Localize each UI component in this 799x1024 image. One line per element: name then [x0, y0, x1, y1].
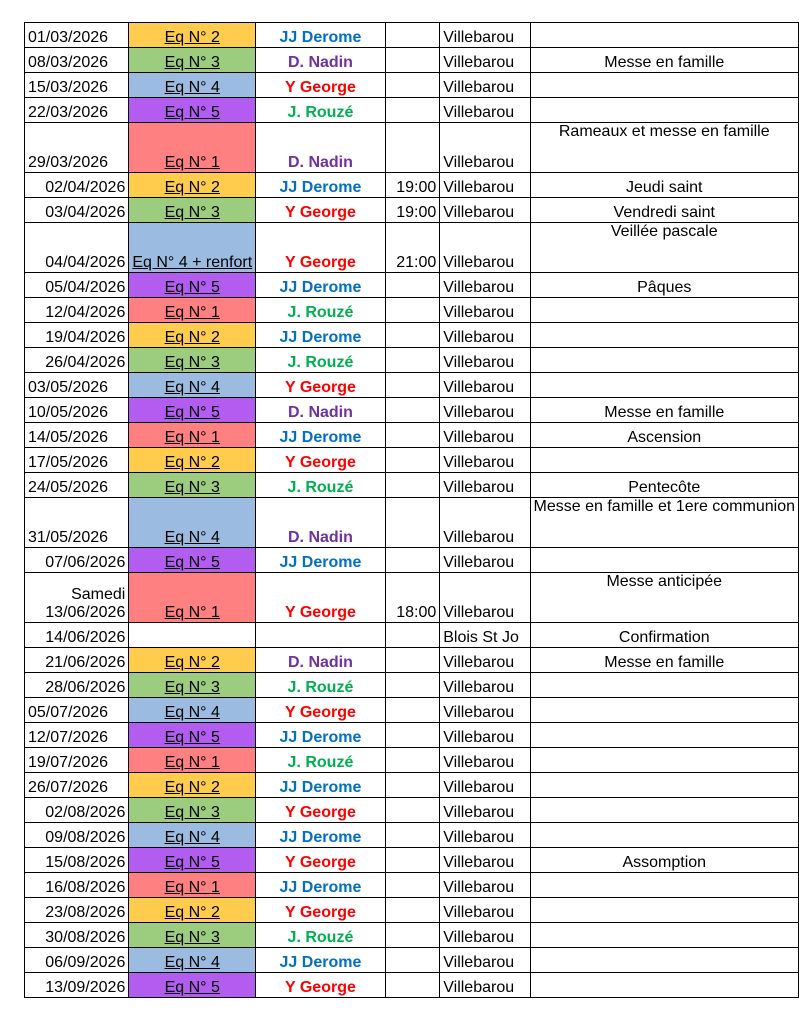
note-cell	[530, 448, 798, 473]
place-cell: Villebarou	[440, 73, 530, 98]
team-cell	[129, 223, 256, 273]
place-cell: Villebarou	[440, 948, 530, 973]
table-row	[25, 798, 799, 823]
date-cell: 19/07/2026	[25, 748, 129, 773]
person-cell: JJ Derome	[256, 823, 386, 848]
note-cell	[530, 548, 798, 573]
note-cell	[530, 98, 798, 123]
table-row	[25, 748, 799, 773]
time-cell	[385, 98, 440, 123]
date-cell: Samedi 13/06/2026	[25, 573, 129, 623]
schedule-body	[25, 23, 799, 998]
team-label: Eq N° 5	[164, 729, 220, 746]
place-cell: Villebarou	[440, 648, 530, 673]
table-row	[25, 923, 799, 948]
team-label: Eq N° 2	[164, 329, 220, 346]
person-cell: Y George	[256, 898, 386, 923]
table-row	[25, 323, 799, 348]
team-cell	[129, 198, 256, 223]
team-cell	[129, 73, 256, 98]
team-cell	[129, 698, 256, 723]
note-cell: Vendredi saint	[530, 198, 798, 223]
date-cell: 02/04/2026	[25, 173, 129, 198]
person-cell: JJ Derome	[256, 548, 386, 573]
date-cell: 15/03/2026	[25, 73, 129, 98]
team-cell	[129, 323, 256, 348]
time-cell: 19:00	[385, 198, 440, 223]
table-row	[25, 48, 799, 73]
table-row	[25, 348, 799, 373]
note-cell	[530, 673, 798, 698]
team-label: Eq N° 5	[164, 854, 220, 871]
date-cell: 10/05/2026	[25, 398, 129, 423]
place-cell: Villebarou	[440, 98, 530, 123]
team-label: Eq N° 1	[164, 154, 220, 171]
time-cell	[385, 123, 440, 173]
person-cell: D. Nadin	[256, 648, 386, 673]
note-cell: Rameaux et messe en famille	[530, 123, 798, 173]
time-cell	[385, 773, 440, 798]
time-cell	[385, 423, 440, 448]
note-cell: Messe en famille	[530, 398, 798, 423]
team-cell	[129, 973, 256, 998]
team-label: Eq N° 4	[164, 529, 220, 546]
team-label: Eq N° 4 + renfort	[132, 254, 253, 271]
team-cell	[129, 723, 256, 748]
note-cell	[530, 773, 798, 798]
team-label: Eq N° 1	[164, 754, 220, 771]
date-cell: 05/07/2026	[25, 698, 129, 723]
place-cell: Villebarou	[440, 573, 530, 623]
table-row	[25, 448, 799, 473]
table-row	[25, 848, 799, 873]
team-label: Eq N° 3	[164, 354, 220, 371]
person-cell: JJ Derome	[256, 948, 386, 973]
note-cell	[530, 748, 798, 773]
team-label: Eq N° 4	[164, 379, 220, 396]
table-row	[25, 423, 799, 448]
table-row	[25, 698, 799, 723]
place-cell: Villebarou	[440, 973, 530, 998]
place-cell: Villebarou	[440, 798, 530, 823]
person-cell	[256, 623, 386, 648]
place-cell: Villebarou	[440, 698, 530, 723]
date-cell: 31/05/2026	[25, 498, 129, 548]
date-cell: 16/08/2026	[25, 873, 129, 898]
note-cell: Jeudi saint	[530, 173, 798, 198]
team-cell	[129, 898, 256, 923]
table-row	[25, 673, 799, 698]
time-cell	[385, 398, 440, 423]
team-cell	[129, 173, 256, 198]
table-row	[25, 273, 799, 298]
table-row	[25, 623, 799, 648]
note-cell	[530, 923, 798, 948]
team-cell	[129, 573, 256, 623]
table-row	[25, 648, 799, 673]
place-cell: Blois St Jo	[440, 623, 530, 648]
person-cell: JJ Derome	[256, 423, 386, 448]
person-cell: Y George	[256, 448, 386, 473]
team-cell	[129, 98, 256, 123]
date-cell: 21/06/2026	[25, 648, 129, 673]
date-cell: 17/05/2026	[25, 448, 129, 473]
team-label: Eq N° 3	[164, 929, 220, 946]
team-label: Eq N° 3	[164, 54, 220, 71]
time-cell	[385, 348, 440, 373]
time-cell	[385, 473, 440, 498]
team-label: Eq N° 3	[164, 204, 220, 221]
team-cell	[129, 648, 256, 673]
team-cell	[129, 548, 256, 573]
team-cell	[129, 823, 256, 848]
note-cell: Messe en famille	[530, 648, 798, 673]
team-cell	[129, 23, 256, 48]
date-cell: 01/03/2026	[25, 23, 129, 48]
table-row	[25, 898, 799, 923]
date-cell: 15/08/2026	[25, 848, 129, 873]
date-cell: 13/09/2026	[25, 973, 129, 998]
note-cell: Assomption	[530, 848, 798, 873]
time-cell	[385, 848, 440, 873]
place-cell: Villebarou	[440, 423, 530, 448]
team-cell	[129, 298, 256, 323]
place-cell: Villebarou	[440, 748, 530, 773]
person-cell: JJ Derome	[256, 273, 386, 298]
team-label: Eq N° 2	[164, 779, 220, 796]
place-cell: Villebarou	[440, 323, 530, 348]
place-cell: Villebarou	[440, 198, 530, 223]
team-cell	[129, 673, 256, 698]
place-cell: Villebarou	[440, 723, 530, 748]
time-cell	[385, 298, 440, 323]
date-cell: 06/09/2026	[25, 948, 129, 973]
time-cell	[385, 723, 440, 748]
person-cell: JJ Derome	[256, 23, 386, 48]
table-row	[25, 398, 799, 423]
place-cell: Villebarou	[440, 173, 530, 198]
time-cell	[385, 673, 440, 698]
person-cell: Y George	[256, 73, 386, 98]
place-cell: Villebarou	[440, 348, 530, 373]
team-label: Eq N° 3	[164, 679, 220, 696]
place-cell: Villebarou	[440, 48, 530, 73]
table-row	[25, 498, 799, 548]
team-cell	[129, 448, 256, 473]
person-cell: Y George	[256, 973, 386, 998]
person-cell: D. Nadin	[256, 498, 386, 548]
note-cell	[530, 873, 798, 898]
note-cell	[530, 823, 798, 848]
place-cell: Villebarou	[440, 223, 530, 273]
team-label: Eq N° 5	[164, 279, 220, 296]
note-cell: Messe anticipée	[530, 573, 798, 623]
team-cell	[129, 273, 256, 298]
place-cell: Villebarou	[440, 298, 530, 323]
time-cell: 19:00	[385, 173, 440, 198]
table-row	[25, 223, 799, 273]
table-row	[25, 723, 799, 748]
time-cell	[385, 373, 440, 398]
time-cell: 18:00	[385, 573, 440, 623]
person-cell: JJ Derome	[256, 773, 386, 798]
note-cell	[530, 698, 798, 723]
date-cell: 22/03/2026	[25, 98, 129, 123]
person-cell: JJ Derome	[256, 723, 386, 748]
date-cell: 12/04/2026	[25, 298, 129, 323]
note-cell	[530, 373, 798, 398]
place-cell: Villebarou	[440, 23, 530, 48]
person-cell: D. Nadin	[256, 123, 386, 173]
date-cell: 03/04/2026	[25, 198, 129, 223]
time-cell	[385, 48, 440, 73]
table-row	[25, 298, 799, 323]
person-cell: J. Rouzé	[256, 748, 386, 773]
time-cell	[385, 273, 440, 298]
team-cell	[129, 348, 256, 373]
date-cell: 24/05/2026	[25, 473, 129, 498]
place-cell: Villebarou	[440, 898, 530, 923]
table-row	[25, 823, 799, 848]
person-cell: Y George	[256, 848, 386, 873]
time-cell	[385, 698, 440, 723]
team-label: Eq N° 4	[164, 829, 220, 846]
team-cell	[129, 398, 256, 423]
person-cell: Y George	[256, 798, 386, 823]
time-cell	[385, 873, 440, 898]
note-cell	[530, 898, 798, 923]
time-cell	[385, 498, 440, 548]
table-row	[25, 123, 799, 173]
team-label: Eq N° 5	[164, 554, 220, 571]
place-cell: Villebarou	[440, 923, 530, 948]
place-cell: Villebarou	[440, 273, 530, 298]
place-cell: Villebarou	[440, 673, 530, 698]
time-cell	[385, 623, 440, 648]
date-cell: 05/04/2026	[25, 273, 129, 298]
note-cell: Veillée pascale	[530, 223, 798, 273]
date-cell: 07/06/2026	[25, 548, 129, 573]
date-cell: 28/06/2026	[25, 673, 129, 698]
date-cell: 14/06/2026	[25, 623, 129, 648]
note-cell	[530, 23, 798, 48]
date-cell: 19/04/2026	[25, 323, 129, 348]
person-cell: Y George	[256, 198, 386, 223]
team-cell	[129, 623, 256, 648]
date-cell: 30/08/2026	[25, 923, 129, 948]
team-label: Eq N° 5	[164, 104, 220, 121]
team-label: Eq N° 4	[164, 954, 220, 971]
note-cell	[530, 348, 798, 373]
note-cell: Ascension	[530, 423, 798, 448]
team-cell	[129, 873, 256, 898]
date-cell: 26/04/2026	[25, 348, 129, 373]
date-cell: 29/03/2026	[25, 123, 129, 173]
date-cell: 03/05/2026	[25, 373, 129, 398]
team-cell	[129, 423, 256, 448]
team-cell	[129, 948, 256, 973]
note-cell: Messe en famille	[530, 48, 798, 73]
time-cell	[385, 823, 440, 848]
date-cell: 08/03/2026	[25, 48, 129, 73]
team-cell	[129, 498, 256, 548]
table-row	[25, 873, 799, 898]
team-label: Eq N° 1	[164, 304, 220, 321]
note-cell: Pâques	[530, 273, 798, 298]
team-label: Eq N° 1	[164, 429, 220, 446]
team-cell	[129, 773, 256, 798]
date-cell: 09/08/2026	[25, 823, 129, 848]
note-cell	[530, 948, 798, 973]
team-label: Eq N° 2	[164, 654, 220, 671]
person-cell: J. Rouzé	[256, 923, 386, 948]
team-label: Eq N° 2	[164, 29, 220, 46]
place-cell: Villebarou	[440, 848, 530, 873]
note-cell: Pentecôte	[530, 473, 798, 498]
team-cell	[129, 848, 256, 873]
time-cell	[385, 973, 440, 998]
note-cell	[530, 73, 798, 98]
team-cell	[129, 923, 256, 948]
table-row	[25, 23, 799, 48]
table-row	[25, 373, 799, 398]
team-cell	[129, 473, 256, 498]
team-cell	[129, 48, 256, 73]
table-row	[25, 473, 799, 498]
team-label: Eq N° 4	[164, 79, 220, 96]
time-cell	[385, 898, 440, 923]
note-cell	[530, 973, 798, 998]
date-cell: 12/07/2026	[25, 723, 129, 748]
date-cell: 02/08/2026	[25, 798, 129, 823]
place-cell: Villebarou	[440, 473, 530, 498]
date-cell: 14/05/2026	[25, 423, 129, 448]
place-cell: Villebarou	[440, 373, 530, 398]
place-cell: Villebarou	[440, 873, 530, 898]
date-cell: 26/07/2026	[25, 773, 129, 798]
time-cell	[385, 748, 440, 773]
time-cell	[385, 323, 440, 348]
place-cell: Villebarou	[440, 123, 530, 173]
note-cell: Confirmation	[530, 623, 798, 648]
time-cell	[385, 23, 440, 48]
person-cell: JJ Derome	[256, 173, 386, 198]
person-cell: Y George	[256, 223, 386, 273]
place-cell: Villebarou	[440, 773, 530, 798]
person-cell: D. Nadin	[256, 398, 386, 423]
note-cell	[530, 723, 798, 748]
team-label: Eq N° 4	[164, 704, 220, 721]
table-row	[25, 198, 799, 223]
table-row	[25, 773, 799, 798]
place-cell: Villebarou	[440, 398, 530, 423]
time-cell	[385, 448, 440, 473]
team-label: Eq N° 2	[164, 179, 220, 196]
person-cell: Y George	[256, 698, 386, 723]
time-cell: 21:00	[385, 223, 440, 273]
person-cell: Y George	[256, 373, 386, 398]
person-cell: JJ Derome	[256, 323, 386, 348]
table-row	[25, 973, 799, 998]
team-cell	[129, 373, 256, 398]
time-cell	[385, 648, 440, 673]
date-cell: 23/08/2026	[25, 898, 129, 923]
note-cell	[530, 298, 798, 323]
person-cell: J. Rouzé	[256, 673, 386, 698]
time-cell	[385, 923, 440, 948]
team-label: Eq N° 5	[164, 404, 220, 421]
time-cell	[385, 798, 440, 823]
place-cell: Villebarou	[440, 823, 530, 848]
note-cell	[530, 323, 798, 348]
table-row	[25, 73, 799, 98]
person-cell: J. Rouzé	[256, 473, 386, 498]
person-cell: J. Rouzé	[256, 98, 386, 123]
person-cell: J. Rouzé	[256, 298, 386, 323]
schedule-table	[24, 22, 799, 998]
team-label: Eq N° 3	[164, 479, 220, 496]
team-label: Eq N° 2	[164, 904, 220, 921]
person-cell: Y George	[256, 573, 386, 623]
place-cell: Villebarou	[440, 498, 530, 548]
team-label: Eq N° 2	[164, 454, 220, 471]
date-cell: 04/04/2026	[25, 223, 129, 273]
team-cell	[129, 798, 256, 823]
note-cell: Messe en famille et 1ere communion	[530, 498, 798, 548]
table-row	[25, 573, 799, 623]
place-cell: Villebarou	[440, 548, 530, 573]
team-label: Eq N° 1	[164, 604, 220, 621]
time-cell	[385, 548, 440, 573]
table-row	[25, 173, 799, 198]
place-cell: Villebarou	[440, 448, 530, 473]
person-cell: D. Nadin	[256, 48, 386, 73]
note-cell	[530, 798, 798, 823]
table-row	[25, 548, 799, 573]
time-cell	[385, 73, 440, 98]
team-cell	[129, 123, 256, 173]
table-row	[25, 948, 799, 973]
person-cell: JJ Derome	[256, 873, 386, 898]
person-cell: J. Rouzé	[256, 348, 386, 373]
team-label: Eq N° 5	[164, 979, 220, 996]
team-label: Eq N° 1	[164, 879, 220, 896]
team-cell	[129, 748, 256, 773]
team-label: Eq N° 3	[164, 804, 220, 821]
table-row	[25, 98, 799, 123]
time-cell	[385, 948, 440, 973]
